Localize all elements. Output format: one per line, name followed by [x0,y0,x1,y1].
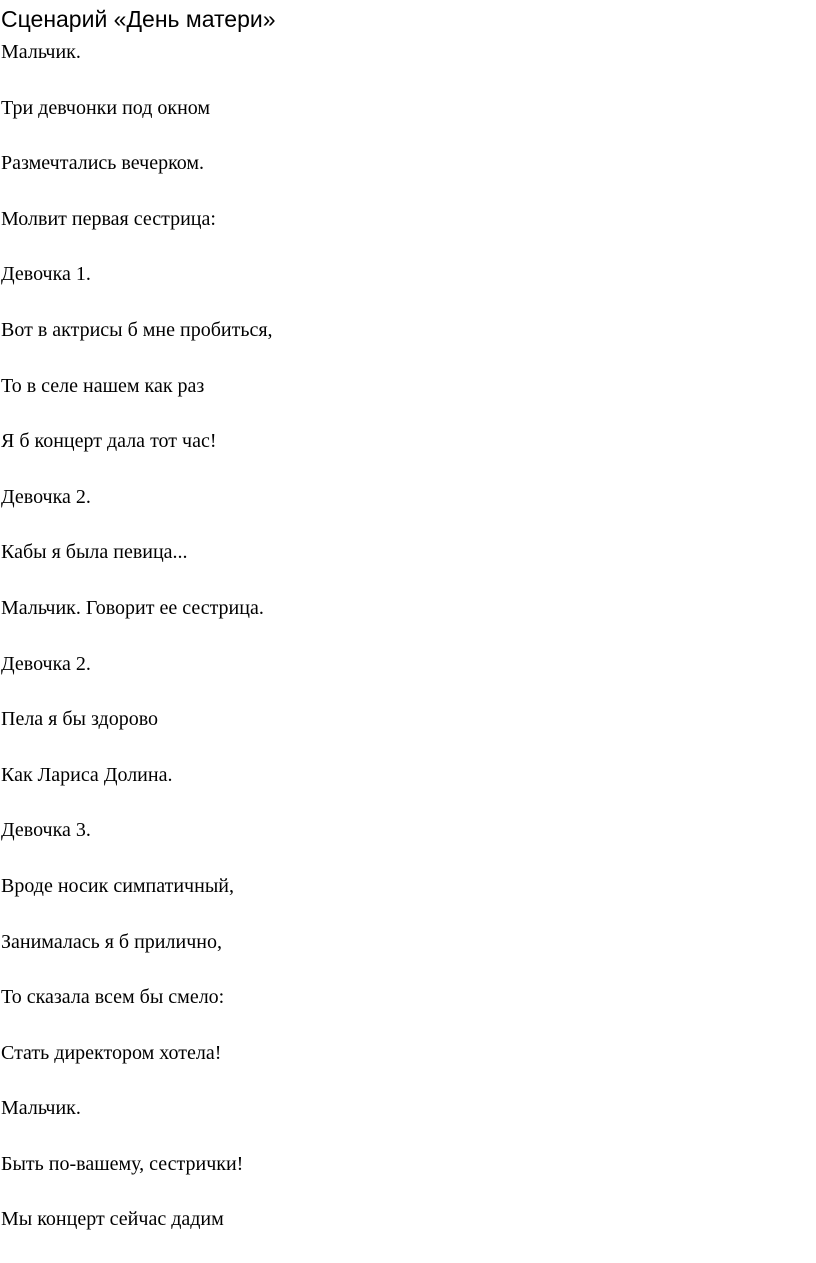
script-line: Пела я бы здорово [1,708,159,731]
script-line: Три девчонки под окном [1,96,211,119]
script-line: Мы концерт сейчас дадим [1,1208,224,1231]
script-line: Вот в актрисы б мне пробиться, [1,318,273,341]
script-line: То сказала всем бы смело: [1,986,225,1009]
script-line: Размечтались вечерком. [1,152,205,175]
document-title: Сценарий «День матери» [1,6,276,32]
script-line: Мальчик. [1,1097,81,1120]
script-line: Девочка 2. [1,485,91,508]
script-line: Молвит первая сестрица: [1,207,216,230]
script-line: Я б концерт дала тот час! [1,430,217,453]
script-line: Девочка 3. [1,819,91,842]
script-line: Девочка 1. [1,263,91,286]
script-line: Девочка 2. [1,652,91,675]
script-line: Как Лариса Долина. [1,763,173,786]
script-line: Мальчик. Говорит ее сестрица. [1,596,264,619]
script-line: Мальчик. [1,41,81,63]
script-line: Быть по-вашему, сестрички! [1,1152,244,1175]
script-line: Стать директором хотела! [1,1041,222,1064]
script-line: Занималась я б прилично, [1,930,222,953]
script-line: Кабы я была певица... [1,541,188,564]
script-line: То в селе нашем как раз [1,374,205,397]
script-line: Вроде носик симпатичный, [1,874,234,897]
script-lines [1,40,273,1263]
